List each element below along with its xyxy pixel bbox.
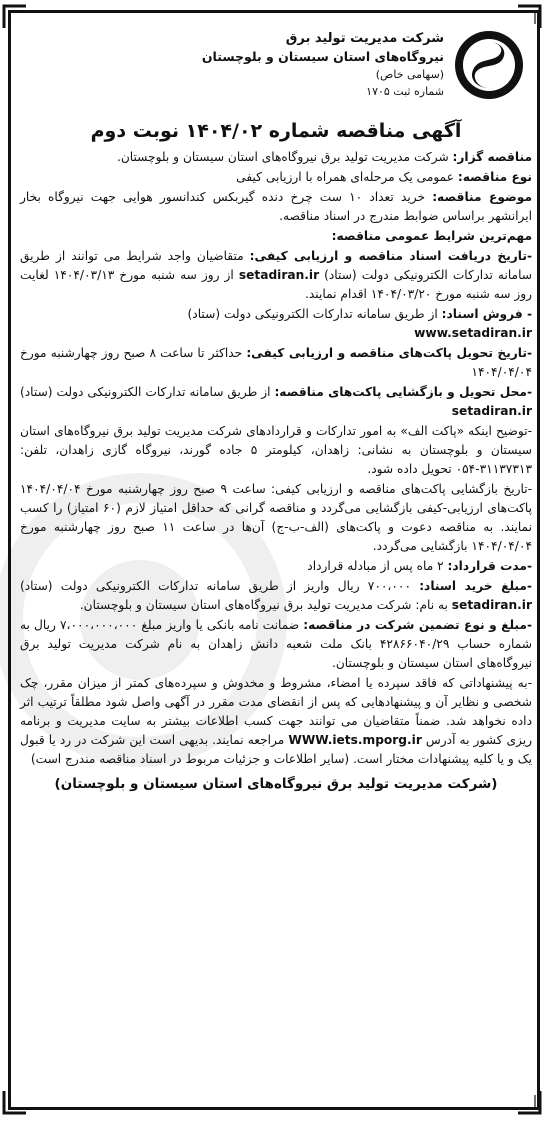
company-name-line2: نیروگاه‌های استان سیستان و بلوچستان: [201, 49, 444, 64]
receipt-paragraph: [20, 247, 532, 304]
price-label: -مبلغ خرید اسناد:: [419, 579, 532, 593]
final-paragraph: [20, 674, 532, 769]
receipt-text1: متقاضیان واجد شرایط می توانند از طریق سامانه تدارکات الکترونیکی دولت (ستاد): [20, 249, 533, 282]
notice-title: آگهی مناقصه شماره ۱۴۰۴/۰۲ نوبت دوم: [90, 120, 462, 142]
sale-text: از طریق سامانه تدارکات الکترونیکی دولت (ستاد): [187, 307, 438, 321]
place-paragraph: [20, 383, 532, 421]
sale-site-link[interactable]: www.setadiran.ir: [414, 326, 532, 340]
price-paragraph: [20, 577, 532, 615]
tenderer-text: شرکت مدیریت تولید برق نیروگاه‌های استان سیستان و بلوچستان.: [116, 150, 449, 164]
delivery-text: حداکثر تا ساعت ۸ صبح روز چهارشنبه مورخ ۱۴۰۴/۰۴/۰۴: [20, 346, 532, 379]
notice-header: [20, 18, 532, 118]
guarantee-label: -مبلغ و نوع تضمین شرکت در مناقصه:: [303, 618, 533, 632]
place-site-link[interactable]: setadiran.ir: [451, 404, 532, 418]
price-text2: به نام: شرکت مدیریت تولید برق نیروگاه‌های استان سیستان و بلوچستان.: [79, 598, 448, 612]
duration-label: -مدت قرارداد:: [447, 559, 532, 573]
company-name-line1: شرکت مدیریت تولید برق: [285, 31, 444, 46]
guarantee-text: ضمانت نامه بانکی یا واریز مبلغ ۷،۰۰۰،۰۰۰،۰۰۰ ریال به شماره حساب ۴۲۸۶۶۰۴۰/۲۹ بانک ملت شعبه دانش زاهدان به نام شرکت مدیریت تولید برق نیروگاه‌های استان سیستان و بلوچستان.: [20, 618, 532, 670]
subject-paragraph: [20, 188, 532, 226]
final-text2: مراجعه نمایند. بدیهی است این شرکت در رد یا قبول یک و یا کلیه پیشنهادات مختار است. (سایر اطلاعات و جزئیات مربوط در اسناد مناقصه مندرج است): [20, 733, 532, 766]
place-label: -محل تحویل و بازگشایی پاکت‌های مناقصه:: [274, 385, 533, 399]
company-block: [184, 30, 444, 100]
duration-text: ۲ ماه پس از مبادله قرارداد: [307, 559, 444, 573]
note-paragraph: -توضیح اینکه «پاکت الف» به امور تدارکات و قراردادهای شرکت مدیریت تولید برق نیروگاه‌های استان سیستان و بلوچستان به نشانی: زاهدان، کیلومتر ۵ جاده گورند، نیروگاه گازی زاهدان، تلفن: ۳۱۱۳۷۳۱۳-۰۵۴ تحویل داده شود.: [20, 424, 532, 476]
type-label: نوع مناقصه:: [457, 170, 532, 184]
tenderer-paragraph: [20, 148, 532, 167]
sale-label: - فروش اسناد:: [441, 307, 532, 321]
notice-content: [20, 18, 532, 1107]
company-logo-icon: [452, 28, 526, 102]
receipt-site-link[interactable]: setadiran.ir: [238, 268, 320, 282]
delivery-label: -تاریخ تحویل پاکت‌های مناقصه و ارزیابی کیفی:: [246, 346, 532, 360]
notice-footer: (شرکت مدیریت تولید برق نیروگاه‌های استان سیستان و بلوچستان): [54, 776, 498, 792]
company-type: (سهامی خاص): [375, 68, 444, 81]
subject-text: خرید تعداد ۱۰ ست چرخ دنده گیربکس کندانسور هوایی جهت نیروگاه بخار ایرانشهر براساس ضوابط مندرج در اسناد مناقصه.: [20, 190, 532, 223]
sale-paragraph: [20, 305, 532, 343]
receipt-label: -تاریخ دریافت اسناد مناقصه و ارزیابی کیفی:: [249, 249, 533, 263]
registration-number: شماره ثبت ۱۷۰۵: [366, 85, 444, 98]
delivery-paragraph: [20, 344, 532, 382]
guarantee-paragraph: [20, 616, 532, 673]
duration-paragraph: [20, 557, 532, 576]
price-site-link[interactable]: setadiran.ir: [451, 598, 532, 612]
subject-label: موضوع مناقصه:: [432, 190, 532, 204]
tenderer-label: مناقصه گزار:: [452, 150, 532, 164]
type-paragraph: [20, 168, 532, 187]
final-site-link[interactable]: WWW.iets.mporg.ir: [288, 733, 422, 747]
conditions-heading: مهم‌ترین شرایط عمومی مناقصه:: [331, 229, 532, 243]
opening-paragraph: -تاریخ بازگشایی پاکت‌های مناقصه و ارزیابی کیفی: ساعت ۹ صبح روز چهارشنبه مورخ ۱۴۰۴/۰۴/۰۴ پاکت‌های ارزیابی-کیفی بازگشایی می‌گردد و مناقصه گرانی که حداقل امتیاز لازم (۶۰ امتیاز) را کسب نمایند. به مناقصه دعوت و پاکت‌های (الف-ب-ج) آن‌ها در ساعت ۱۱ صبح روز چهارشنبه مورخ ۱۴۰۴/۰۴/۰۴ بازگشایی می‌گردد.: [20, 482, 532, 553]
type-text: عمومی یک مرحله‌ای همراه با ارزیابی کیفی: [236, 170, 454, 184]
place-text: از طریق سامانه تدارکات الکترونیکی دولت (ستاد): [20, 385, 271, 399]
final-text1: -به پیشنهاداتی که فاقد سپرده یا امضاء، مشروط و مخدوش و سپرده‌های کمتر از میزان مقرر، چک شخصی و نظایر آن و پیشنهادهایی که پس از انقضای مدت مقرر در آگهی واصل شود مطلقاً ترتیب اثر داده نخواهد شد. ضمناً متقاضیان می توانند جهت کسب اطلاعات بیشتر به سایت مدیریت و برنامه ریزی کشور به آدرس: [20, 676, 532, 747]
price-text1: ۷۰۰،۰۰۰ ریال واریز از طریق سامانه تدارکات الکترونیکی دولت (ستاد): [20, 579, 411, 593]
receipt-text2: از روز سه شنبه مورخ ۱۴۰۴/۰۳/۱۳ لغایت روز سه شنبه مورخ ۱۴۰۴/۰۳/۲۰ اقدام نمایند.: [20, 268, 532, 301]
